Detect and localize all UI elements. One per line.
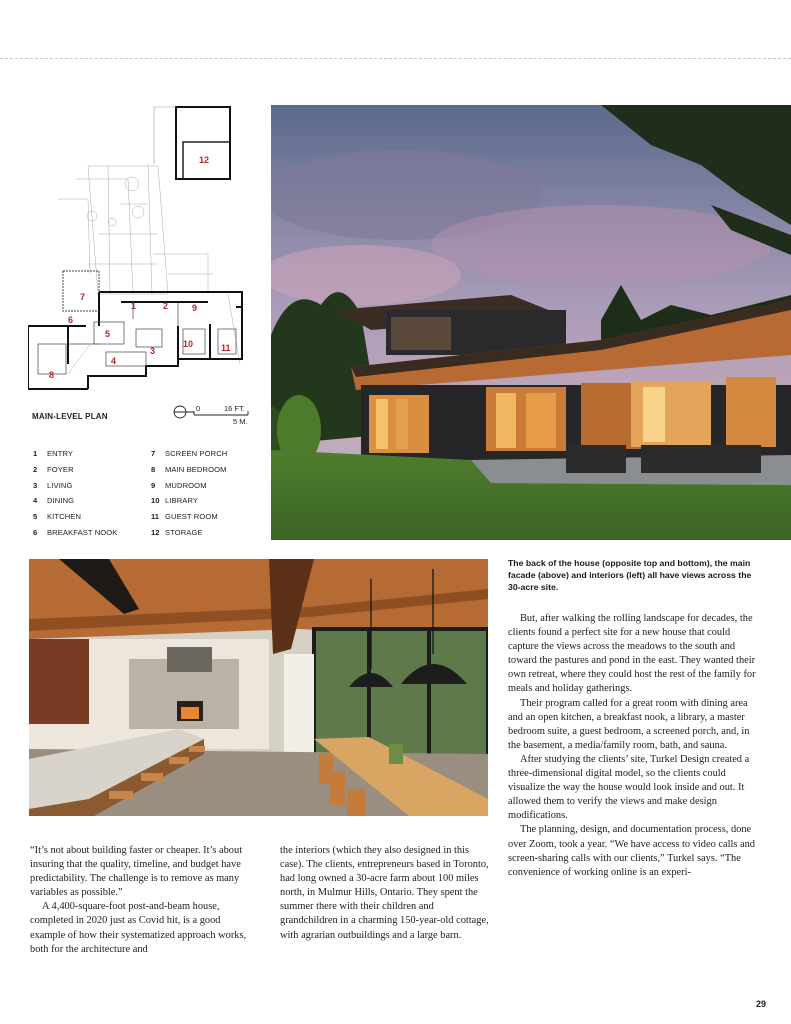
body-paragraph: the interiors (which they also designed in this case). The clients, entrepreneurs based in Toronto, had long owned a 30-acre farm about 100 miles north, in Mulmur Hills, Ontario. They spent the summer there with their children and grandchildren in a charming 150-year-old cottage, with agrarian outbuildings and a large barn. [280, 845, 489, 941]
svg-text:4: 4 [111, 356, 117, 366]
svg-text:10: 10 [183, 339, 194, 349]
legend-item: 9 MUDROOM [151, 480, 207, 490]
svg-text:7: 7 [80, 292, 86, 302]
scale-tick-zero: 0 [196, 404, 201, 413]
body-paragraph: “It’s not about building faster or cheaper. It’s about insuring that the quality, timeline, and budget have predictability. The challenge is to remove as many variables as possible.” [30, 845, 243, 899]
legend-item: 11 GUEST ROOM [151, 512, 218, 522]
legend-item: 5 KITCHEN [33, 512, 82, 522]
legend-item: 12 STORAGE [151, 527, 203, 537]
body-paragraph: A 4,400-square-foot post-and-beam house, completed in 2020 just as Covid hit, is a good example of how their systematized approach works, both for the architecture and [30, 901, 247, 955]
top-rule [0, 58, 791, 59]
legend-item: 10 LIBRARY [151, 496, 199, 506]
scale-tick-feet: 16 FT. [224, 404, 245, 413]
legend-left [33, 446, 117, 540]
svg-text:12: 12 [199, 155, 210, 165]
legend-item: 1 ENTRY [33, 449, 74, 459]
exterior-photo [271, 105, 791, 540]
body-paragraph: Their program called for a great room with dining area and an open kitchen, a breakfast nook, a library, a master bedroom suite, a guest bedroom, a screened porch, and, in the basement, a media/family room, bath, and sauna. [508, 697, 750, 751]
svg-text:2: 2 [163, 301, 169, 311]
body-column-3 [508, 612, 760, 880]
legend-item: 7 SCREEN PORCH [151, 449, 228, 459]
floor-plan-drawing [28, 104, 250, 396]
body-column-1 [30, 844, 248, 957]
svg-text:11: 11 [221, 343, 231, 353]
svg-text:5: 5 [105, 329, 111, 339]
legend-item: 2 FOYER [33, 465, 74, 475]
body-paragraph: The planning, design, and documentation process, done over Zoom, took a year. “We have access to video calls and screen-sharing calls with our clients,” Turkel says. “The convenience of working online is an experi- [508, 824, 755, 878]
interior-photo [29, 559, 488, 816]
photo-caption: The back of the house (opposite top and bottom), the main facade (above) and interiors (left) all have views across the 30-acre site. [508, 558, 752, 593]
svg-text:1: 1 [131, 301, 137, 311]
svg-text:6: 6 [68, 315, 74, 325]
body-column-2 [280, 844, 493, 943]
svg-text:3: 3 [150, 346, 156, 356]
legend-item: 3 LIVING [33, 480, 73, 490]
scale-tick-meters: 5 M. [233, 417, 248, 426]
legend-item: 6 BREAKFAST NOOK [33, 527, 118, 537]
legend-item: 4 DINING [33, 496, 75, 506]
legend-item: 8 MAIN BEDROOM [151, 465, 227, 475]
body-paragraph: But, after walking the rolling landscape for decades, the clients found a perfect site for a new house that could capture the views across the meadows to the south and toward the pastures and pond in the east. They wanted their own retreat, where they could host the rest of the family for meals and holiday gatherings. [508, 613, 756, 695]
legend-right [151, 446, 227, 540]
svg-text:8: 8 [49, 370, 55, 380]
page-number: 29 [756, 999, 767, 1009]
plan-title: MAIN-LEVEL PLAN [32, 412, 108, 421]
svg-text:9: 9 [192, 303, 198, 313]
body-paragraph: After studying the clients’ site, Turkel Design created a three-dimensional digital model, so the clients could visualize the way the house would look inside and out. It allowed them to verify the views and make design modifications. [508, 753, 750, 822]
